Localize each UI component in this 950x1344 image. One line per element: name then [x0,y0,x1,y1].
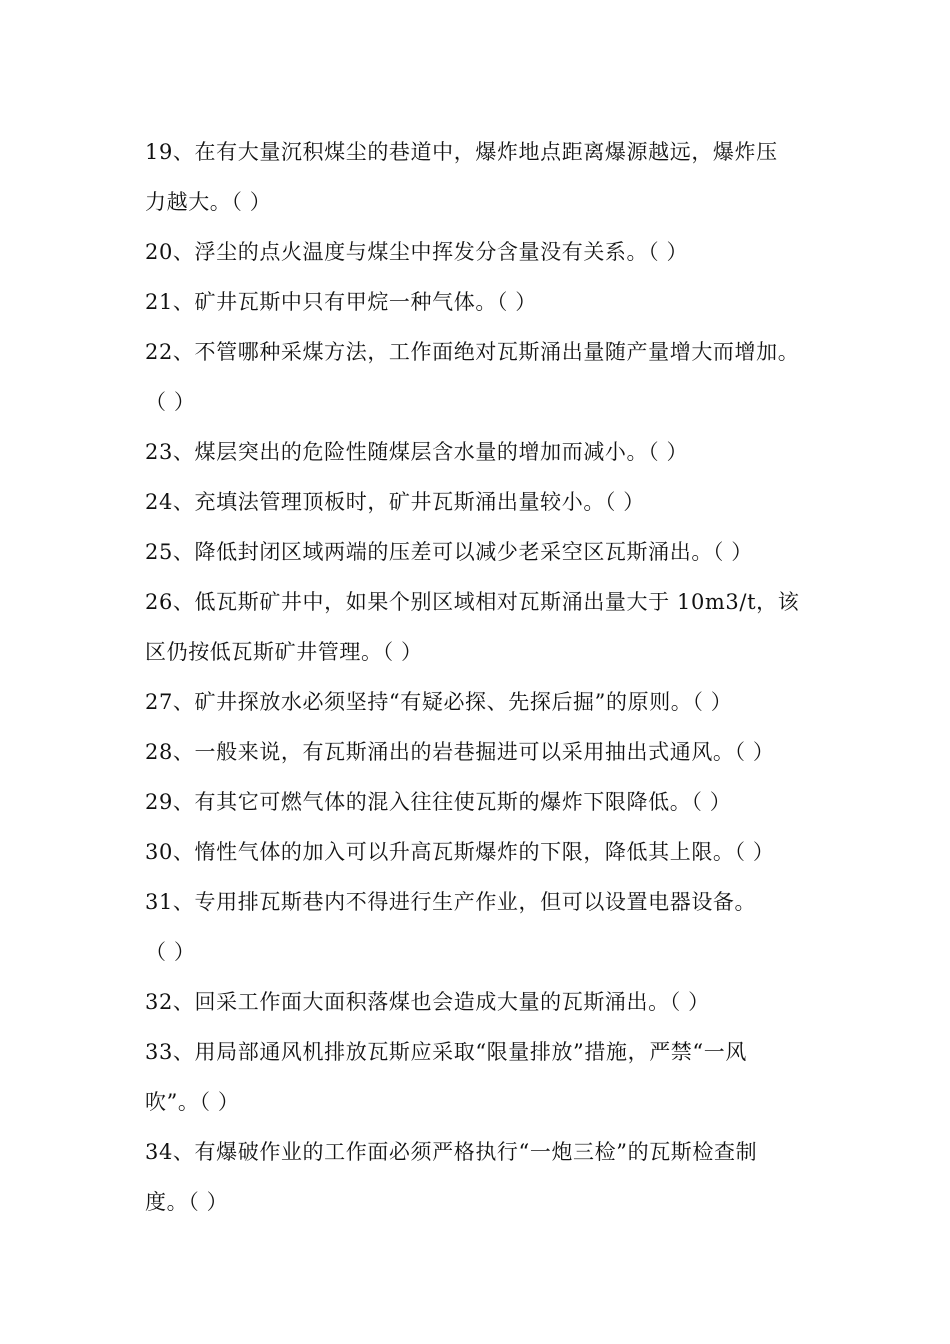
question-23: 23、煤层突出的危险性随煤层含水量的增加而减小。（ ） [145,440,689,464]
question-26-line-1: 26、低瓦斯矿井中，如果个别区域相对瓦斯涌出量大于 10m3/t，该 [145,590,800,614]
question-21: 21、矿井瓦斯中只有甲烷一种气体。（ ） [145,290,537,314]
question-20: 20、浮尘的点火温度与煤尘中挥发分含量没有关系。（ ） [145,240,689,264]
question-22-line-2: （ ） [145,390,196,414]
question-22-line-1: 22、不管哪种采煤方法，工作面绝对瓦斯涌出量随产量增大而增加。 [145,340,800,364]
document-page [145,127,835,1227]
question-31-line-1: 31、专用排瓦斯巷内不得进行生产作业，但可以设置电器设备。 [145,890,757,914]
question-19-line-1: 19、在有大量沉积煤尘的巷道中，爆炸地点距离爆源越远，爆炸压 [145,140,778,164]
question-34-line-1: 34、有爆破作业的工作面必须严格执行“一炮三检”的瓦斯检查制 [145,1140,758,1164]
question-25: 25、降低封闭区域两端的压差可以减少老采空区瓦斯涌出。（ ） [145,540,753,564]
question-30: 30、惰性气体的加入可以升高瓦斯爆炸的下限，降低其上限。（ ） [145,840,775,864]
question-34-line-2: 度。（ ） [145,1190,229,1214]
question-24: 24、充填法管理顶板时，矿井瓦斯涌出量较小。（ ） [145,490,645,514]
question-31-line-2: （ ） [145,940,196,964]
question-27: 27、矿井探放水必须坚持“有疑必探、先探后掘”的原则。（ ） [145,690,733,714]
question-33-line-1: 33、用局部通风机排放瓦斯应采取“限量排放”措施，严禁“一风 [145,1040,747,1064]
question-19-line-2: 力越大。（ ） [145,190,272,214]
question-29: 29、有其它可燃气体的混入往往使瓦斯的爆炸下限降低。（ ） [145,790,732,814]
question-33-line-2: 吹”。（ ） [145,1090,240,1114]
question-26-line-2: 区仍按低瓦斯矿井管理。（ ） [145,640,423,664]
question-28: 28、一般来说，有瓦斯涌出的岩巷掘进可以采用抽出式通风。（ ） [145,740,775,764]
question-32: 32、回采工作面大面积落煤也会造成大量的瓦斯涌出。（ ） [145,990,710,1014]
